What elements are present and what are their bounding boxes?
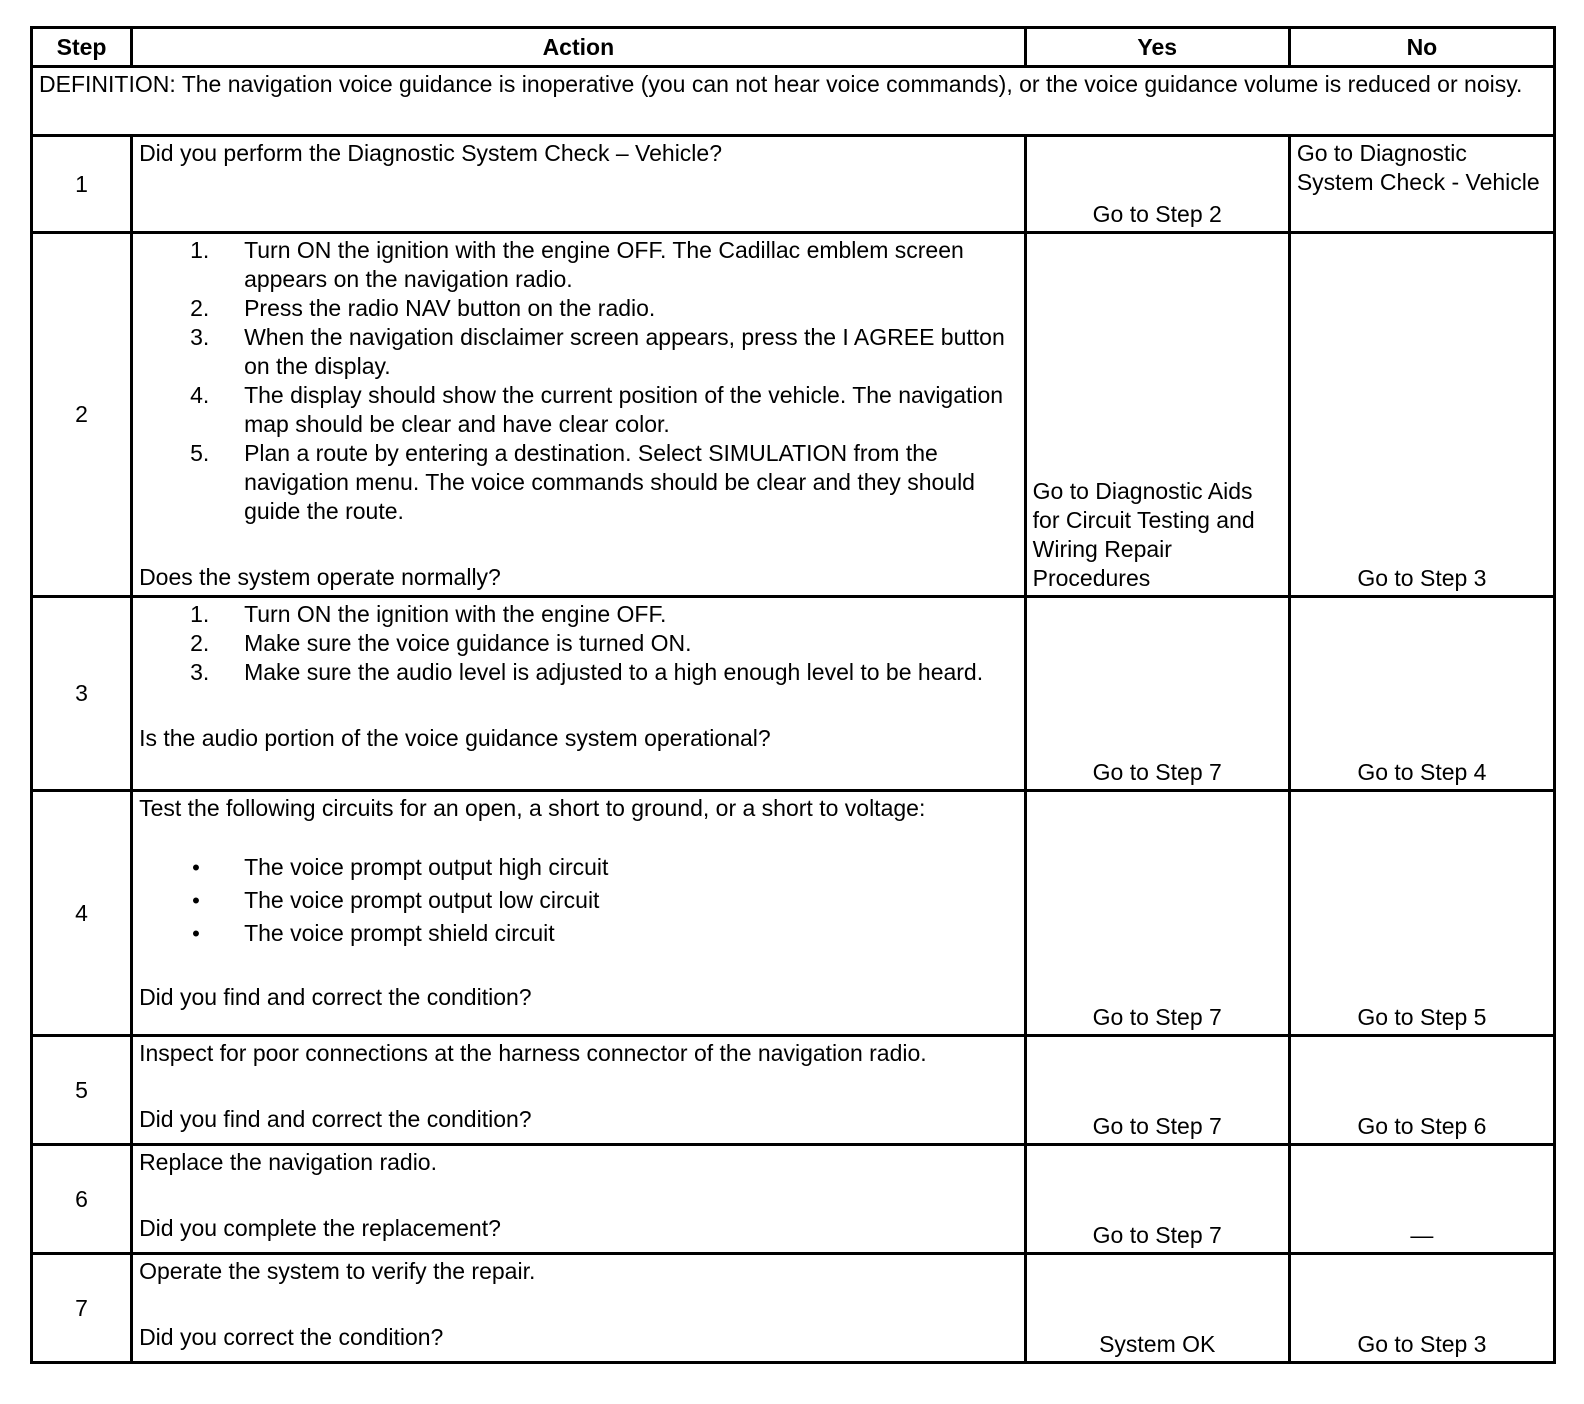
action-question: Did you complete the replacement? <box>139 1215 501 1241</box>
list-item: When the navigation disclaimer screen appears, press the I AGREE button on the display. <box>244 324 1005 379</box>
no-cell: — <box>1289 1145 1554 1254</box>
action-question: Did you find and correct the condition? <box>139 984 532 1010</box>
definition-text: DEFINITION: The navigation voice guidance is inoperative (you can not hear voice commands), or the voice guidance volume is reduced or noisy. <box>32 67 1555 136</box>
yes-cell: Go to Diagnostic Aids for Circuit Testing and Wiring Repair Procedures <box>1025 233 1289 597</box>
list-item: Plan a route by entering a destination. Select SIMULATION from the navigation menu. The voice commands should be clear and they should guide the route. <box>244 440 975 524</box>
step-number: 5 <box>32 1036 132 1145</box>
step-number: 3 <box>32 597 132 791</box>
yes-cell: Go to Step 7 <box>1025 1036 1289 1145</box>
circuit-list <box>139 851 1018 950</box>
no-cell: Go to Step 6 <box>1289 1036 1554 1145</box>
header-yes: Yes <box>1025 28 1289 67</box>
table-row <box>32 791 1555 1036</box>
yes-cell: Go to Step 7 <box>1025 791 1289 1036</box>
definition-row <box>32 67 1555 136</box>
yes-cell: Go to Step 7 <box>1025 597 1289 791</box>
action-intro: Operate the system to verify the repair. <box>139 1258 536 1284</box>
no-cell: Go to Step 5 <box>1289 791 1554 1036</box>
header-row <box>32 28 1555 67</box>
step-number: 7 <box>32 1254 132 1363</box>
table-row <box>32 1254 1555 1363</box>
list-item: Make sure the audio level is adjusted to a high enough level to be heard. <box>244 659 984 685</box>
no-cell: Go to Step 4 <box>1289 597 1554 791</box>
header-step: Step <box>32 28 132 67</box>
action-cell <box>132 1254 1026 1363</box>
table-row <box>32 597 1555 791</box>
list-item: Press the radio NAV button on the radio. <box>244 295 656 321</box>
action-cell <box>132 1036 1026 1145</box>
list-item: Make sure the voice guidance is turned ON. <box>244 630 692 656</box>
no-cell: Go to Step 3 <box>1289 1254 1554 1363</box>
step-number: 6 <box>32 1145 132 1254</box>
list-item: • The voice prompt output low circuit <box>244 884 1018 917</box>
action-intro: Replace the navigation radio. <box>139 1149 437 1175</box>
header-no: No <box>1289 28 1554 67</box>
action-intro: Inspect for poor connections at the harness connector of the navigation radio. <box>139 1040 927 1066</box>
action-question: Does the system operate normally? <box>139 564 501 590</box>
yes-cell: Go to Step 7 <box>1025 1145 1289 1254</box>
action-cell <box>132 597 1026 791</box>
action-steps-list <box>139 600 1018 687</box>
list-item: The display should show the current position of the vehicle. The navigation map should be clear and have clear color. <box>244 382 1004 437</box>
action-question: Did you perform the Diagnostic System Check – Vehicle? <box>139 140 723 166</box>
action-cell <box>132 791 1026 1036</box>
list-item: Turn ON the ignition with the engine OFF. The Cadillac emblem screen appears on the navigation radio. <box>244 237 964 292</box>
step-number: 4 <box>32 791 132 1036</box>
yes-cell: System OK <box>1025 1254 1289 1363</box>
no-cell: Go to Step 3 <box>1289 233 1554 597</box>
action-steps-list <box>139 236 1018 526</box>
header-action: Action <box>132 28 1026 67</box>
step-number: 2 <box>32 233 132 597</box>
no-cell: Go to Diagnostic System Check - Vehicle <box>1289 136 1554 233</box>
diagnostic-table <box>30 26 1556 1364</box>
list-item: Turn ON the ignition with the engine OFF. <box>244 601 667 627</box>
action-intro: Test the following circuits for an open, a short to ground, or a short to voltage: <box>139 795 926 821</box>
table-row <box>32 1036 1555 1145</box>
step-number: 1 <box>32 136 132 233</box>
action-question: Is the audio portion of the voice guidance system operational? <box>139 725 771 751</box>
table-row <box>32 136 1555 233</box>
action-question: Did you correct the condition? <box>139 1324 444 1350</box>
list-item: • The voice prompt shield circuit <box>244 917 1018 950</box>
action-cell <box>132 136 1026 233</box>
table-row <box>32 233 1555 597</box>
action-cell <box>132 1145 1026 1254</box>
table-row <box>32 1145 1555 1254</box>
list-item: • The voice prompt output high circuit <box>244 851 1018 884</box>
yes-cell: Go to Step 2 <box>1025 136 1289 233</box>
action-cell <box>132 233 1026 597</box>
action-question: Did you find and correct the condition? <box>139 1106 532 1132</box>
